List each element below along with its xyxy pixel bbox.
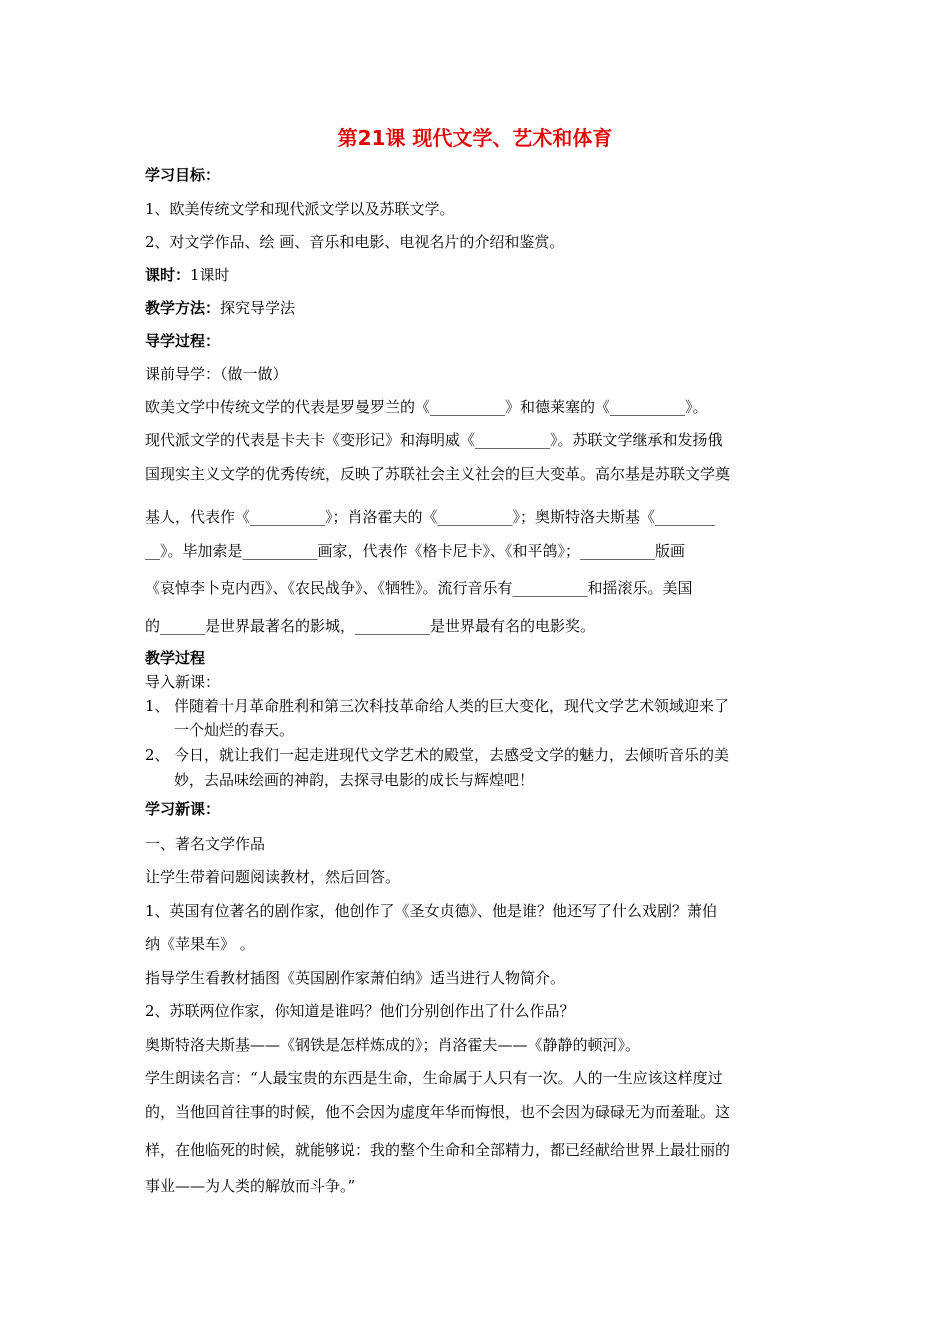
list-item-text: 一个灿烂的春天。 (174, 721, 295, 739)
quote-line: 的，当他回首往事的时候，他不会因为虚度年华而悔恨，也不会因为碌碌无为而羞耻。这 (145, 1103, 731, 1121)
paragraph-line: 的______是世界最著名的影城，__________是世界最有名的电影奖。 (145, 617, 596, 635)
list-number: 1、 (145, 697, 170, 715)
paragraph-line: 纳《苹果车》 。 (145, 935, 255, 953)
paragraph-line: 欧美文学中传统文学的代表是罗曼罗兰的《__________》和德莱塞的《__________》。 (145, 398, 708, 416)
paragraph-line: 指导学生看教材插图《英国剧作家萧伯纳》适当进行人物简介。 (145, 969, 566, 987)
teaching-method-value: 探究导学法 (220, 299, 296, 317)
quote-line: 学生朗读名言：“人最宝贵的东西是生命，生命属于人只有一次。人的一生应该这样度过 (145, 1069, 723, 1087)
paragraph-line: 《哀悼李卜克内西》、《农民战争》、《牺牲》。流行音乐有__________和摇滚乐。美国 (145, 579, 693, 597)
section-heading-teaching-process: 教学过程 (145, 649, 206, 667)
list-item-text: 今日，就让我们一起走进现代文学艺术的殿堂，去感受文学的魅力，去倾听音乐的美 (174, 746, 730, 764)
quote-line: 样，在他临死的时候，就能够说：我的整个生命和全部精力，都已经献给世界上最壮丽的 (145, 1141, 731, 1159)
section-heading-objectives: 学习目标： (145, 166, 221, 184)
question-2: 2、苏联两位作家，你知道是谁吗？他们分别创作出了什么作品？ (145, 1002, 575, 1020)
class-hours-line (145, 265, 230, 285)
teaching-method-label: 教学方法： (145, 299, 221, 317)
section-heading-new-lesson: 学习新课： (145, 800, 221, 818)
teaching-method-line (145, 298, 295, 318)
intro-heading: 导入新课： (145, 673, 221, 691)
section-heading-guide: 导学过程： (145, 332, 221, 350)
paragraph-line: __》。毕加索是__________画家，代表作《格卡尼卡》、《和平鸽》；__________版画 (145, 542, 686, 560)
list-item-text: 伴随着十月革命胜利和第三次科技革命给人类的巨大变化，现代文学艺术领域迎来了 (174, 697, 730, 715)
paragraph-line: 奥斯特洛夫斯基——《钢铁是怎样炼成的》；肖洛霍夫——《静静的顿河》。 (145, 1036, 641, 1054)
class-hours-value: 1课时 (190, 266, 230, 284)
question-1: 1、英国有位著名的剧作家，他创作了《圣女贞德》、他是谁？他还写了什么戏剧？萧伯 (145, 902, 718, 920)
paragraph-line: 让学生带着问题阅读教材，然后回答。 (145, 868, 401, 886)
list-number: 2、 (145, 746, 170, 764)
paragraph-line: 国现实主义文学的优秀传统，反映了苏联社会主义社会的巨大变革。高尔基是苏联文学奠 (145, 465, 731, 483)
pre-class-guide: 课前导学：（做一做） (145, 365, 288, 383)
page-title: 第21课 现代文学、艺术和体育 (337, 126, 613, 150)
list-item-text: 妙，去品味绘画的神韵，去探寻电影的成长与辉煌吧！ (174, 771, 535, 789)
paragraph-line: 基人，代表作《__________》；肖洛霍夫的《__________》；奥斯特洛夫斯基《________ (145, 508, 716, 526)
class-hours-label: 课时： (145, 266, 191, 284)
quote-line: 事业——为人类的解放而斗争。” (145, 1177, 356, 1195)
paragraph-line: 现代派文学的代表是卡夫卡《变形记》和海明威《__________》。苏联文学继承和发扬俄 (145, 431, 723, 449)
objective-1: 1、欧美传统文学和现代派文学以及苏联文学。 (145, 200, 455, 218)
subheading-literature: 一、著名文学作品 (145, 835, 266, 853)
objective-2: 2、对文学作品、绘 画、音乐和电影、电视名片的介绍和鉴赏。 (145, 233, 565, 251)
